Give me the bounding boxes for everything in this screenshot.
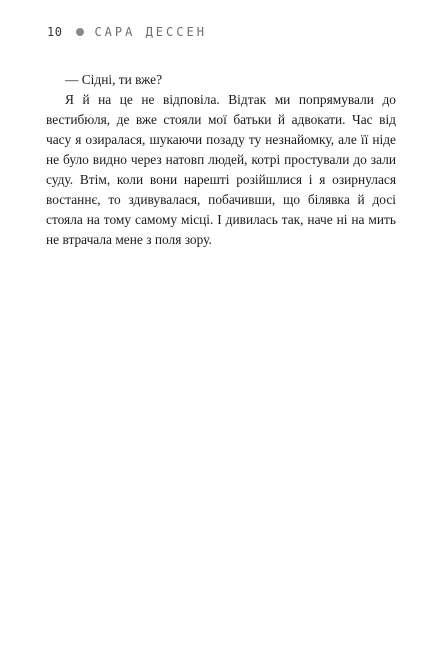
body-text bbox=[46, 70, 396, 250]
author-name: САРА ДЕССЕН bbox=[94, 25, 207, 39]
page-number: 10 bbox=[47, 25, 63, 39]
bullet-separator-icon bbox=[76, 28, 84, 36]
running-header bbox=[47, 22, 207, 42]
paragraph-narrative: Я й на це не відповіла. Відтак ми попрямували до вестибюля, де вже стояли мої батьки й адвокати. Час від часу я озиралася, шукаючи позаду ту незнайомку, але її ніде не було видно через натовп людей, котрі простували до зали суду. Втім, коли вони нарешті розійшлися і я озирнулася востаннє, то здивувалася, побачивши, що білявка й досі стояла на тому самому місці. І дивилась так, наче ні на мить не втрачала мене з поля зору. bbox=[46, 92, 396, 247]
paragraph-dialogue: — Сідні, ти вже? bbox=[65, 72, 163, 87]
